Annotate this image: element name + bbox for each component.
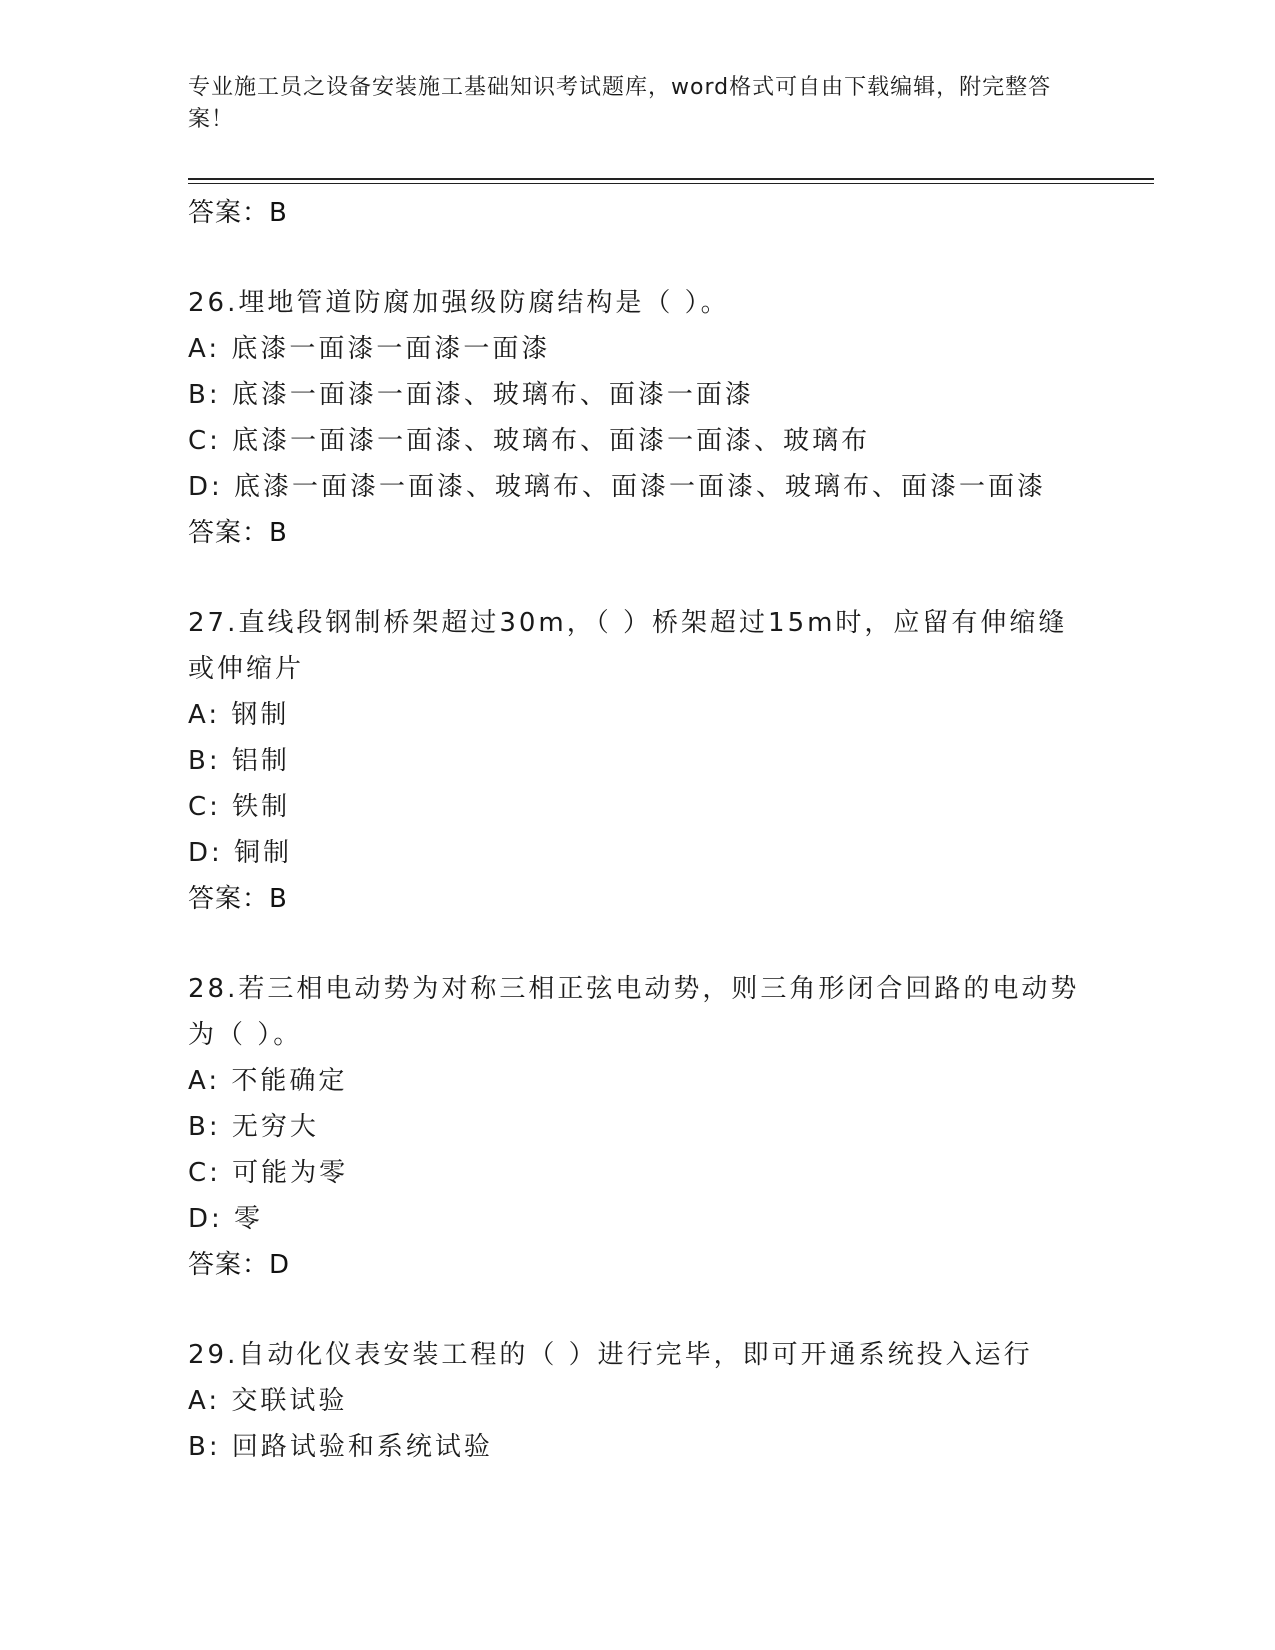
question-list <box>188 188 1154 1470</box>
option-b: B: 底漆一面漆一面漆、玻璃布、面漆一面漆 <box>188 380 754 410</box>
previous-answer: 答案：B <box>188 198 288 228</box>
option-a: A: 不能确定 <box>188 1066 348 1096</box>
option-d: D: 铜制 <box>188 838 293 868</box>
question-stem: 27.直线段钢制桥架超过30m，（ ）桥架超过15m时，应留有伸缩缝或伸缩片 <box>188 608 1068 684</box>
option-c: C: 可能为零 <box>188 1158 349 1188</box>
question-29 <box>188 1332 1154 1470</box>
question-28 <box>188 966 1154 1288</box>
option-c: C: 底漆一面漆一面漆、玻璃布、面漆一面漆、玻璃布 <box>188 426 871 456</box>
option-a: A: 钢制 <box>188 700 290 730</box>
question-answer: 答案：D <box>188 1250 291 1280</box>
option-d: D: 零 <box>188 1204 264 1234</box>
document-header: 专业施工员之设备安装施工基础知识考试题库，word格式可自由下载编辑，附完整答案！ <box>188 75 1052 132</box>
question-stem: 26.埋地管道防腐加强级防腐结构是（ ）。 <box>188 288 730 318</box>
option-c: C: 铁制 <box>188 792 291 822</box>
option-b: B: 无穷大 <box>188 1112 319 1142</box>
option-b: B: 铝制 <box>188 746 290 776</box>
question-answer: 答案：B <box>188 518 288 548</box>
option-a: A: 交联试验 <box>188 1386 348 1416</box>
question-stem: 29.自动化仪表安装工程的（ ）进行完毕，即可开通系统投入运行 <box>188 1340 1033 1370</box>
header-divider-thin <box>188 183 1154 184</box>
option-a: A: 底漆一面漆一面漆一面漆 <box>188 334 551 364</box>
question-27 <box>188 600 1154 922</box>
question-answer: 答案：B <box>188 884 288 914</box>
question-26 <box>188 280 1154 556</box>
option-d: D: 底漆一面漆一面漆、玻璃布、面漆一面漆、玻璃布、面漆一面漆 <box>188 472 1047 502</box>
option-b: B: 回路试验和系统试验 <box>188 1432 493 1462</box>
question-stem: 28.若三相电动势为对称三相正弦电动势，则三角形闭合回路的电动势为（ ）。 <box>188 974 1080 1050</box>
header-divider-thick <box>188 178 1154 180</box>
